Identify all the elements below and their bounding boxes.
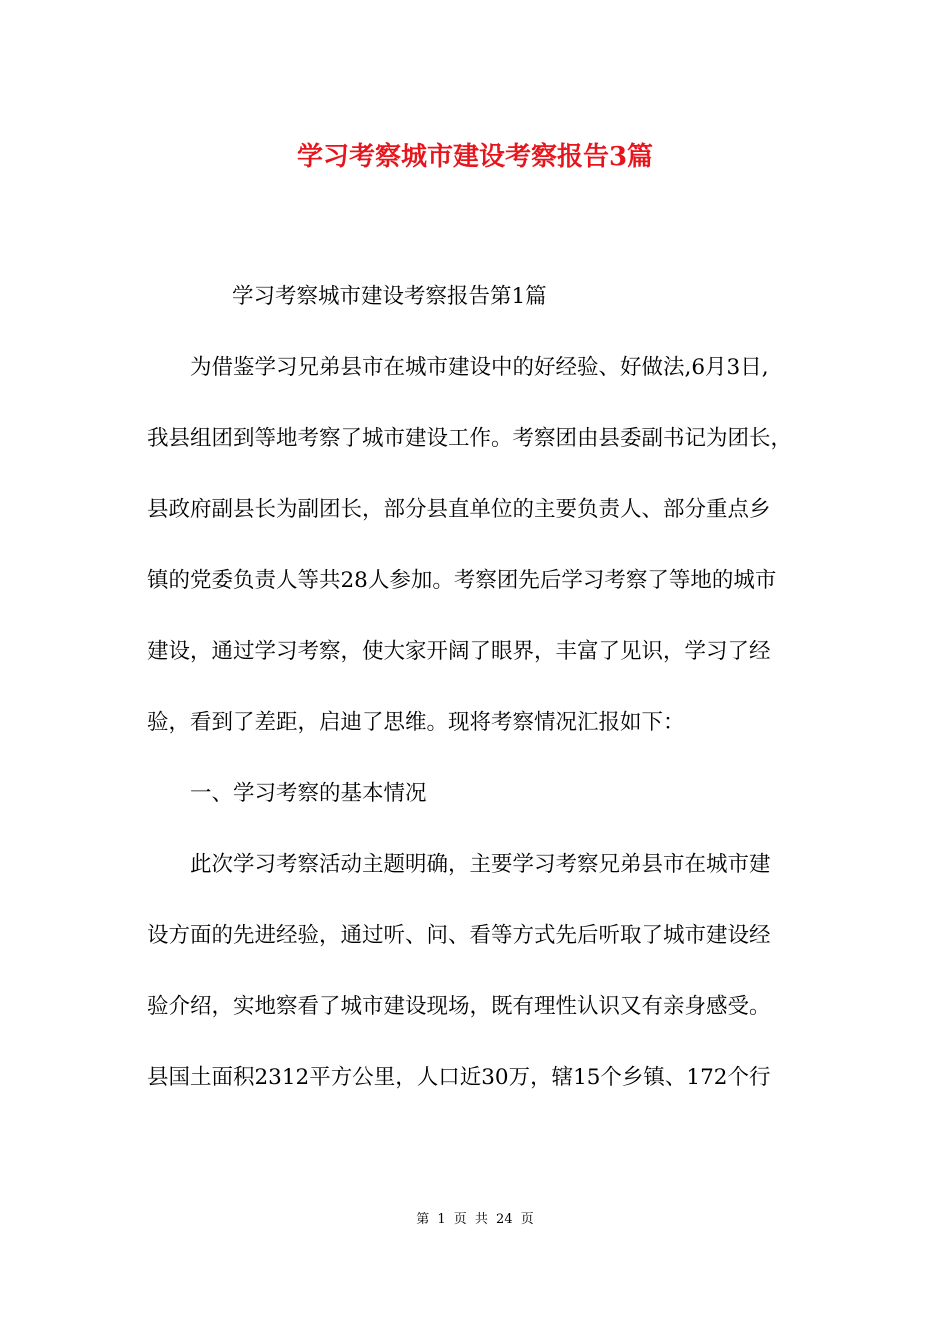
paragraph-line: 设方面的先进经验，通过听、问、看等方式先后听取了城市建设经 [147, 923, 771, 948]
document-title: 学习考察城市建设考察报告3篇 [296, 142, 654, 172]
page-number-footer: 第 1 页 共 24 页 [416, 1212, 534, 1227]
paragraph-line: 县政府副县长为副团长，部分县直单位的主要负责人、部分重点乡 [147, 497, 771, 522]
paragraph-line: 镇的党委负责人等共28人参加。考察团先后学习考察了等地的城市 [147, 568, 777, 593]
section-heading: 学习考察城市建设考察报告第1篇 [232, 284, 547, 309]
paragraph-line: 建设，通过学习考察，使大家开阔了眼界，丰富了见识，学习了经 [147, 639, 771, 664]
paragraph-line: 我县组团到等地考察了城市建设工作。考察团由县委副书记为团长， [147, 426, 793, 451]
paragraph-line: 为借鉴学习兄弟县市在城市建设中的好经验、好做法,6月3日, [190, 355, 769, 380]
subsection-heading: 一、学习考察的基本情况 [190, 781, 427, 806]
paragraph-line: 县国土面积2312平方公里，人口近30万，辖15个乡镇、172个行 [147, 1065, 771, 1090]
paragraph-line: 此次学习考察活动主题明确，主要学习考察兄弟县市在城市建 [190, 852, 771, 877]
paragraph-line: 验介绍，实地察看了城市建设现场，既有理性认识又有亲身感受。 [147, 994, 771, 1019]
paragraph-line: 验，看到了差距，启迪了思维。现将考察情况汇报如下： [147, 710, 685, 735]
